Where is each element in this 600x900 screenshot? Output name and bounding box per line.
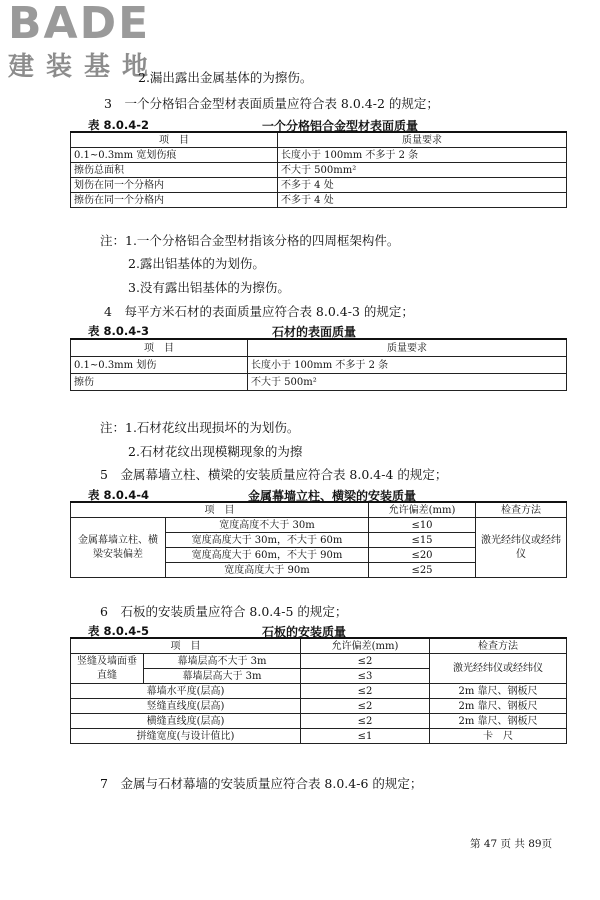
table-row: [71, 714, 567, 729]
text-line: 5 金属幕墙立柱、横梁的安装质量应符合表 8.0.4-4 的规定；: [100, 467, 448, 482]
table-cell: ≤10: [369, 518, 476, 533]
table-method-cell: 激光经纬仪或经纬仪: [430, 654, 567, 684]
table-row: [71, 518, 567, 533]
quality-table-aluminum: [70, 131, 567, 208]
table-cell: 竖缝直线度(层高): [71, 699, 301, 714]
text-line: 3 一个分格铝合金型材表面质量应符合表 8.0.4-2 的规定；: [104, 96, 439, 111]
table-cell: 幕墙层高大于 3m: [144, 669, 301, 684]
table-cell: 2m 靠尺、钢板尺: [430, 714, 567, 729]
table-group-cell: 金属幕墙立柱、横梁安装偏差: [71, 518, 166, 578]
table-cell: 0.1~0.3mm 宽划伤痕: [71, 148, 278, 163]
table-cell: 擦伤在同一个分格内: [71, 193, 278, 208]
table-cell: 幕墙层高不大于 3m: [144, 654, 301, 669]
table-row: [71, 193, 567, 208]
table-row: [71, 178, 567, 193]
table-cell: 长度小于 100mm 不多于 2 条: [248, 357, 567, 374]
table-cell: 宽度高度不大于 30m: [166, 518, 369, 533]
table-header: 检查方法: [430, 638, 567, 654]
install-table-metal: [70, 501, 567, 578]
table-cell: 划伤在同一个分格内: [71, 178, 278, 193]
table-cell: 幕墙水平度(层高): [71, 684, 301, 699]
text-line: 7 金属与石材幕墙的安装质量应符合表 8.0.4-6 的规定；: [100, 776, 423, 791]
table-header: 检查方法: [476, 502, 567, 518]
table-cell: 2m 靠尺、钢板尺: [430, 684, 567, 699]
table-cell: 长度小于 100mm 不多于 2 条: [278, 148, 567, 163]
table-cell: 卡 尺: [430, 729, 567, 744]
table-header: 质量要求: [248, 339, 567, 357]
page-number: 第 47 页 共 89页: [470, 838, 553, 850]
table-cell: 不多于 4 处: [278, 193, 567, 208]
table-header: 项 目: [71, 132, 278, 148]
table-row: [71, 654, 567, 669]
table-cell: 0.1~0.3mm 划伤: [71, 357, 248, 374]
table-header: 允许偏差(mm): [369, 502, 476, 518]
table-header: 项 目: [71, 638, 301, 654]
table-cell: ≤2: [301, 714, 430, 729]
table-row: [71, 684, 567, 699]
text-line: 6 石板的安装质量应符合 8.0.4-5 的规定；: [100, 604, 348, 619]
table-number: 表 8.0.4-5: [88, 624, 150, 638]
table-cell: ≤2: [301, 684, 430, 699]
table-header: 项 目: [71, 502, 369, 518]
table-number: 表 8.0.4-4: [88, 488, 150, 502]
table-title: 石板的安装质量: [262, 625, 347, 639]
note-line: 2.石材花纹出现模糊现象的为擦: [128, 444, 303, 459]
note-line: 3.没有露出铝基体的为擦伤。: [128, 280, 290, 295]
table-method-cell: 激光经纬仪或经纬仪: [476, 518, 567, 578]
table-row: [71, 163, 567, 178]
table-cell: 擦伤: [71, 374, 248, 391]
table-number: 表 8.0.4-3: [88, 324, 150, 338]
table-header: 允许偏差(mm): [301, 638, 430, 654]
note-line: 注：1.一个分格铝合金型材指该分格的四周框架构件。: [100, 233, 400, 248]
brand-logo: BADE: [8, 0, 151, 49]
table-row: [71, 729, 567, 744]
brand-subtitle: 建装基地: [8, 52, 161, 82]
table-row: [71, 357, 567, 374]
table-row: [71, 148, 567, 163]
table-row: [71, 699, 567, 714]
table-cell: 不大于 500mm²: [278, 163, 567, 178]
table-cell: ≤2: [301, 699, 430, 714]
note-line: 2.露出铝基体的为划伤。: [128, 256, 265, 271]
table-title: 石材的表面质量: [272, 325, 357, 339]
table-cell: 2m 靠尺、钢板尺: [430, 699, 567, 714]
table-cell: 拼缝宽度(与设计值比): [71, 729, 301, 744]
text-line: 4 每平方米石材的表面质量应符合表 8.0.4-3 的规定；: [104, 304, 414, 319]
table-cell: ≤2: [301, 654, 430, 669]
table-cell: 横缝直线度(层高): [71, 714, 301, 729]
table-cell: 宽度高度大于 60m，不大于 90m: [166, 548, 369, 563]
install-table-stone: [70, 637, 567, 744]
table-title: 一个分格铝合金型材表面质量: [262, 119, 419, 133]
quality-table-stone: [70, 338, 567, 391]
table-cell: 宽度高度大于 30m，不大于 60m: [166, 533, 369, 548]
table-cell: ≤20: [369, 548, 476, 563]
table-number: 表 8.0.4-2: [88, 118, 150, 132]
table-cell: 不大于 500m²: [248, 374, 567, 391]
table-cell: ≤1: [301, 729, 430, 744]
text-line: 2.漏出露出金属基体的为擦伤。: [138, 70, 313, 85]
table-header: 项 目: [71, 339, 248, 357]
note-line: 注：1.石材花纹出现损坏的为划伤。: [100, 420, 300, 435]
table-cell: ≤15: [369, 533, 476, 548]
table-cell: 不多于 4 处: [278, 178, 567, 193]
table-row: [71, 374, 567, 391]
table-header: 质量要求: [278, 132, 567, 148]
table-cell: 擦伤总面积: [71, 163, 278, 178]
table-cell: ≤25: [369, 563, 476, 578]
table-group-cell: 竖缝及墙面垂直缝: [71, 654, 144, 684]
table-title: 金属幕墙立柱、横梁的安装质量: [248, 489, 417, 503]
table-cell: 宽度高度大于 90m: [166, 563, 369, 578]
table-cell: ≤3: [301, 669, 430, 684]
